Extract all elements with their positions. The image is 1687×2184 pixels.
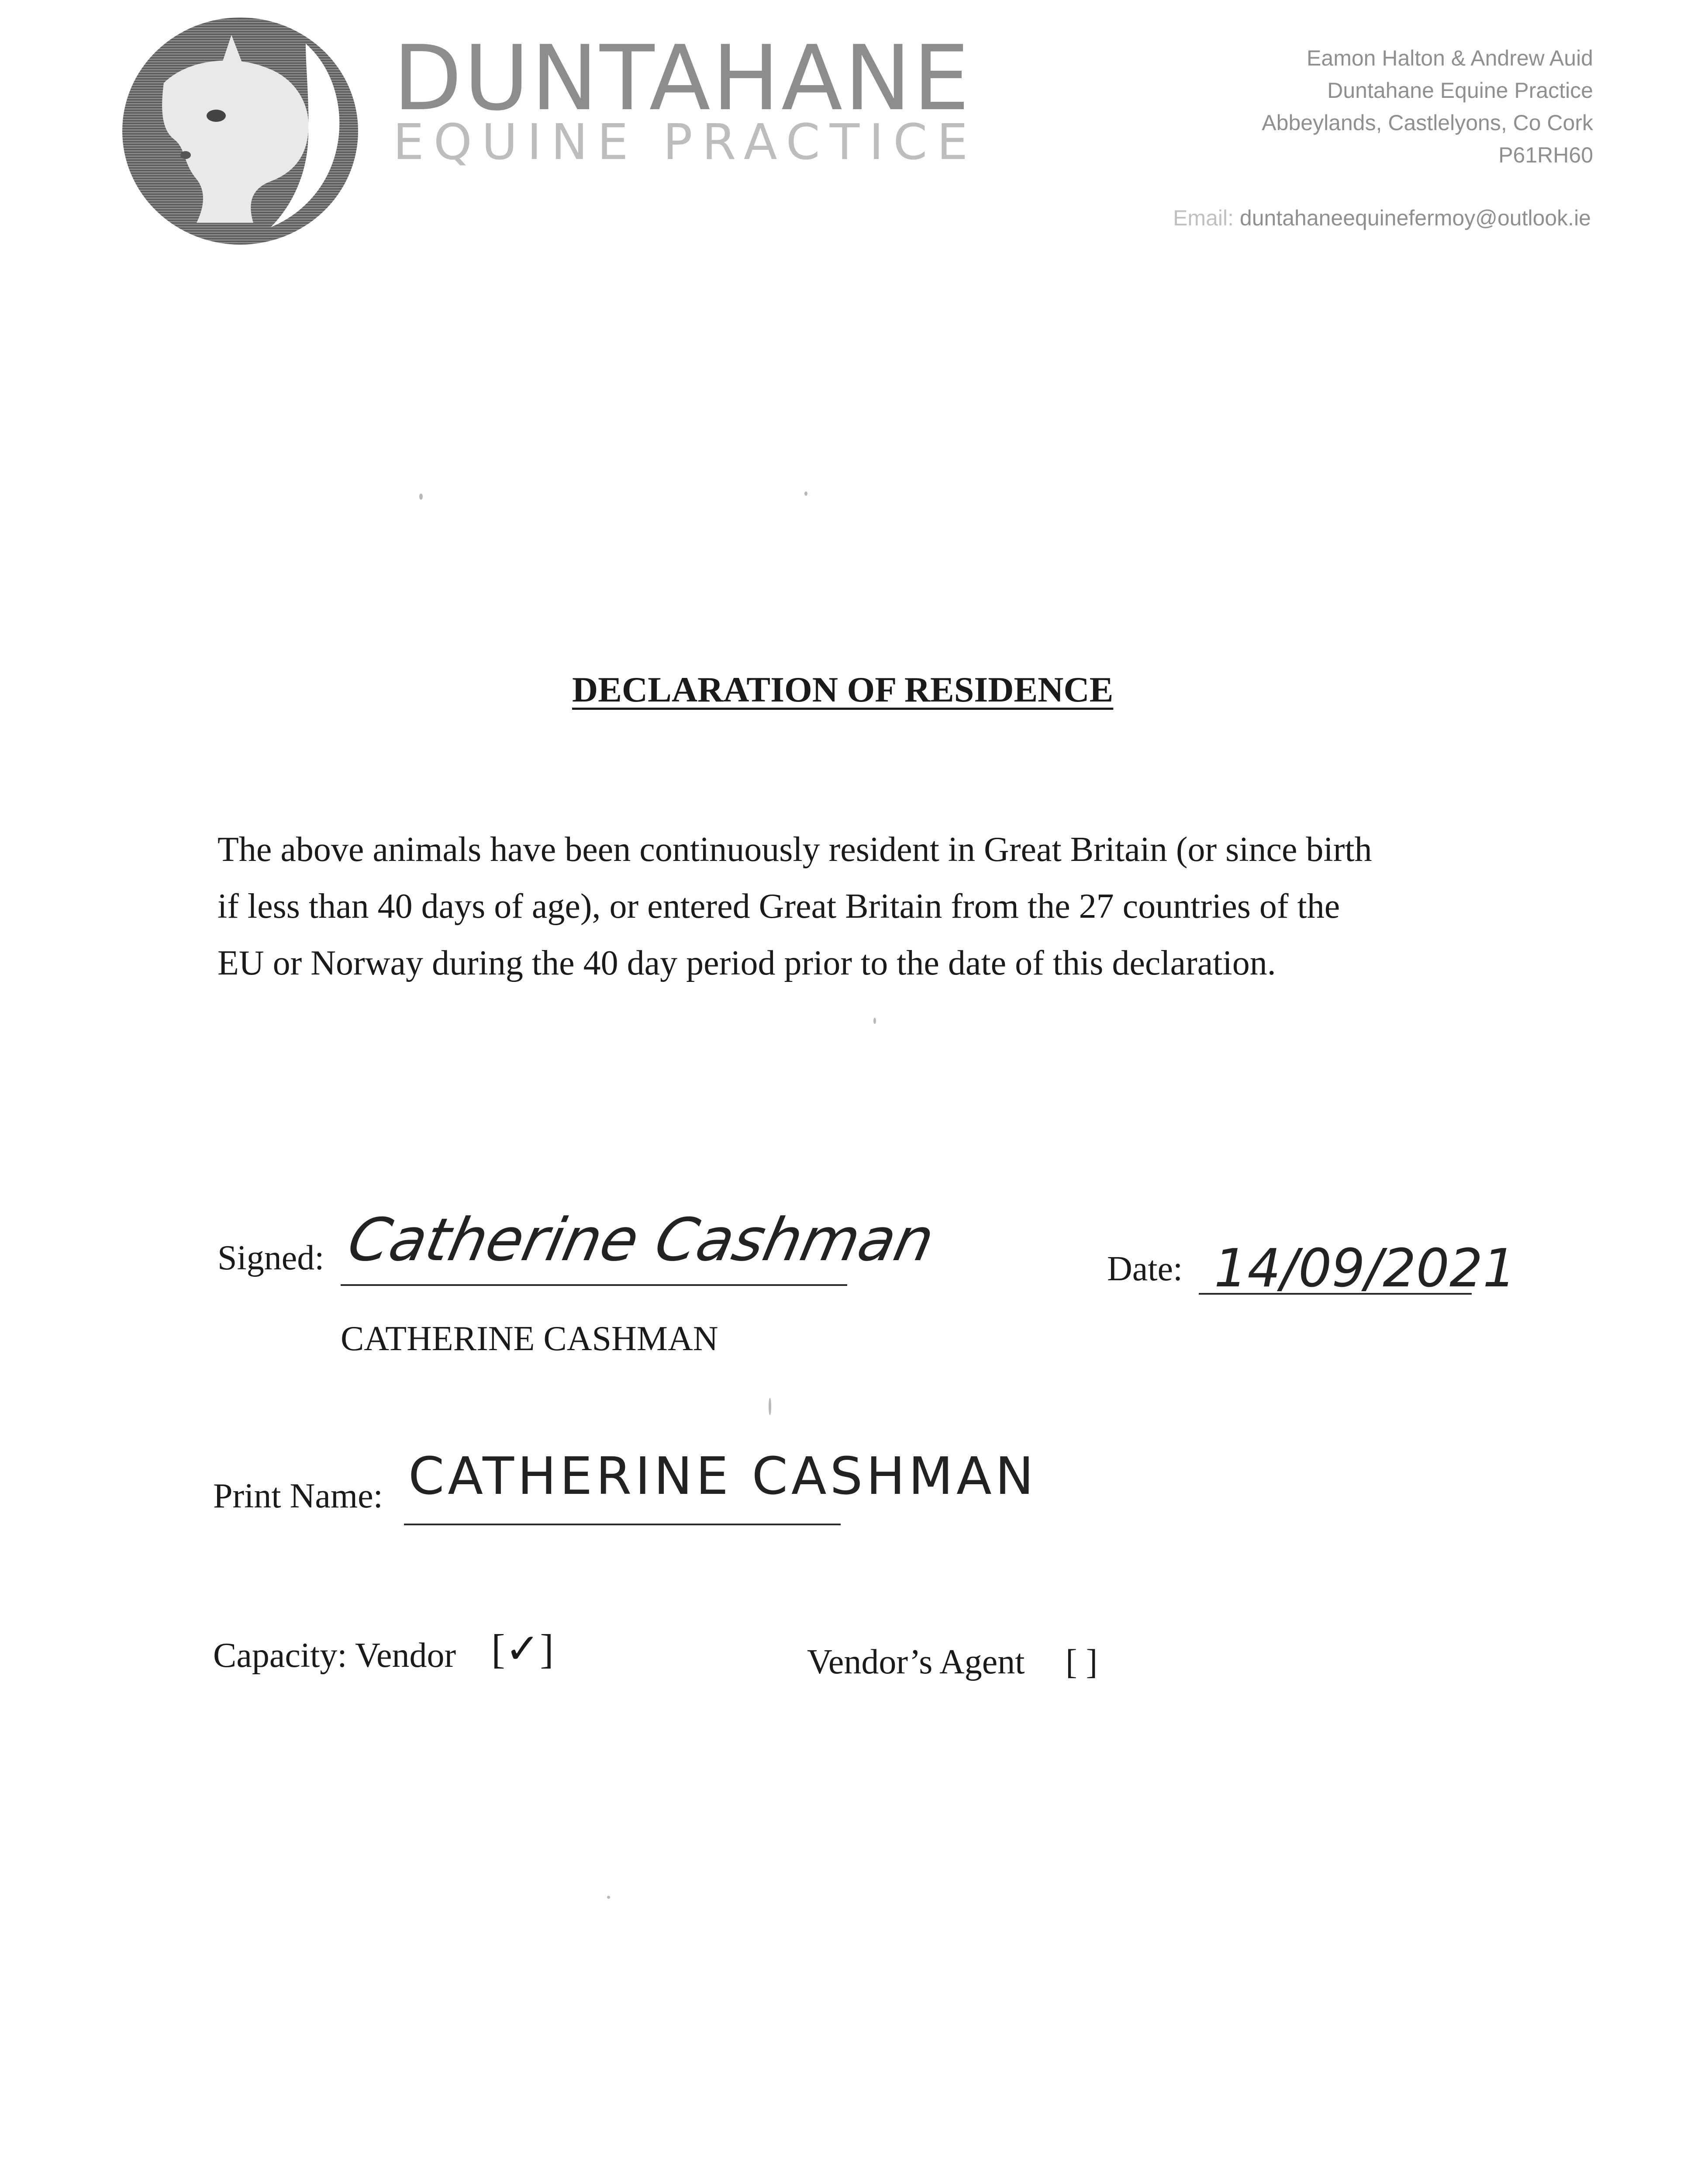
signed-label: Signed: — [217, 1239, 324, 1277]
practice-logo — [122, 17, 358, 245]
signature-line — [341, 1284, 847, 1286]
email-address: duntahaneequinefermoy@outlook.ie — [1239, 206, 1591, 230]
address-line: Abbeylands, Castlelyons, Co Cork — [1262, 111, 1593, 135]
scan-speck — [419, 494, 423, 500]
practice-email — [1173, 205, 1591, 231]
email-label: Email: — [1173, 206, 1234, 230]
date-label: Date: — [1107, 1250, 1183, 1288]
signed-printed-name: CATHERINE CASHMAN — [341, 1320, 718, 1358]
brand-name: DUNTAHANE — [393, 27, 972, 131]
print-name-label: Print Name: — [213, 1477, 383, 1515]
brand-subtitle: EQUINE PRACTICE — [393, 114, 978, 171]
horse-head-logo-icon — [122, 17, 358, 245]
scan-speck — [873, 1018, 876, 1024]
vendors-agent-checkbox[interactable]: [ ] — [1066, 1643, 1098, 1681]
address-line: Duntahane Equine Practice — [1327, 78, 1593, 103]
paragraph-line: if less than 40 days of age), or entered Great Britain from the 27 countries of the — [217, 887, 1340, 926]
scan-speck — [769, 1398, 771, 1415]
capacity-label: Capacity: Vendor — [213, 1636, 456, 1675]
scan-speck — [607, 1896, 610, 1899]
date-value: 14/09/2021 — [1214, 1238, 1516, 1299]
scan-speck — [804, 491, 807, 496]
print-name-value: CATHERINE CASHMAN — [408, 1446, 1037, 1506]
declaration-paragraph — [217, 821, 1554, 992]
signature: Catherine Cashman — [342, 1206, 940, 1274]
paragraph-line: The above animals have been continuously resident in Great Britain (or since birth — [217, 830, 1372, 869]
address-line: Eamon Halton & Andrew Auid — [1307, 46, 1593, 70]
vendor-checkbox[interactable]: [✓] — [491, 1626, 554, 1672]
print-name-line — [404, 1524, 841, 1525]
address-line: P61RH60 — [1498, 143, 1593, 167]
paragraph-line: EU or Norway during the 40 day period prior to the date of this declaration. — [217, 944, 1276, 982]
document-title: DECLARATION OF RESIDENCE — [572, 670, 1114, 709]
practice-address — [1262, 42, 1593, 171]
vendors-agent-label: Vendor’s Agent — [807, 1643, 1025, 1681]
